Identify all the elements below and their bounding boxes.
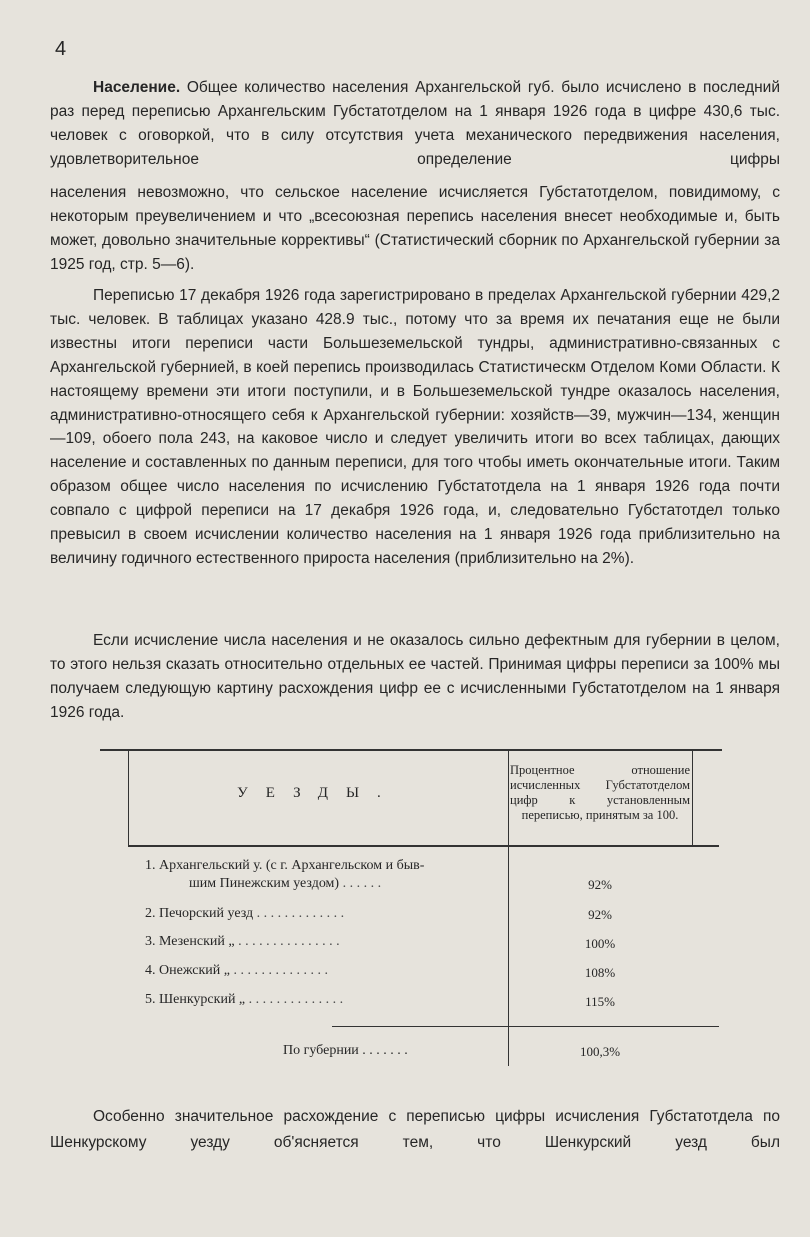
row-value: 92%: [588, 907, 612, 922]
total-row: По губернии . . . . . . .: [283, 1043, 408, 1058]
table-top-rule: [100, 749, 722, 751]
page-number: 4: [55, 38, 67, 60]
percent-table: [100, 749, 722, 1073]
row-value: 92%: [588, 877, 612, 892]
row-label: 1. Архангельский у. (с г. Архангельском и быв-: [145, 858, 425, 873]
row-value: 100%: [584, 936, 616, 951]
column-header-uezdy: УЕЗДЫ.: [237, 785, 399, 801]
table-row: 4. Онежский „ . . . . . . . . . . . . . .: [145, 963, 328, 978]
row-label-continued: шим Пинежским уездом) . . . . . .: [189, 876, 382, 891]
paragraph-shenkursk: Особенно значительное расхождение с переписью цифры исчисления Губстатотдела по Шенкурскому уезду об'ясняется тем, что Шенкурский уезд был: [50, 1108, 780, 1151]
total-label: По губернии: [283, 1043, 359, 1058]
column-header-percent: Процентное отношение исчисленных Губстатотделом цифр к установленным переписью, принятым за 100.: [510, 763, 690, 822]
paragraph-comparison: Если исчисление числа населения и не оказалось сильно дефектным для губернии в целом, то этого нельзя сказать относительно отдельных ее частей. Принимая цифры переписи за 100% мы получаем следующую картину расхождения цифр ее с исчисленными Губстатотделом на 1 января 1926 года.: [50, 632, 780, 721]
table-row: 3. Мезенский „ . . . . . . . . . . . . . . .: [145, 934, 340, 949]
table-total-rule: [332, 1026, 719, 1027]
paragraph-text: Общее количество населения Архангельской губ. было исчислено в последний раз перед переписью Архангельским Губстатотделом на 1 января 1926 года в цифре 430,6 тыс. человек с оговоркой, что в силу отсутствия учета механического передвижения населения, удовлетворительное определение цифры: [50, 79, 780, 168]
paragraph-population: [50, 76, 780, 172]
row-value: 108%: [584, 965, 616, 980]
table-header-rule: [128, 845, 719, 847]
row-label: 5. Шенкурский „: [145, 992, 246, 1007]
table-divider: [508, 751, 509, 1066]
section-heading: Население.: [93, 79, 181, 96]
row-label: 4. Онежский „: [145, 963, 230, 978]
table-divider: [692, 751, 693, 845]
total-value: 100,3%: [579, 1044, 621, 1059]
table-row: [145, 857, 506, 893]
table-row: 2. Печорский уезд . . . . . . . . . . . . .: [145, 906, 345, 921]
row-label: 2. Печорский уезд: [145, 906, 254, 921]
table-row: 5. Шенкурский „ . . . . . . . . . . . . . .: [145, 992, 344, 1007]
row-value: 115%: [585, 994, 615, 1009]
paragraph-census: Переписью 17 декабря 1926 года зарегистрировано в пределах Архангельской губернии 429,2 тыс. человек. В таблицах указано 428.9 тыс., потому что за время их печатания еще не были известны итоги переписи части Большеземельской тундры, административно-связанных с Архангельской губернией, в коей перепись производилась Статистическм Отделом Коми Области. К настоящему времени эти итоги поступили, и в Большеземельской тундре оказалось населения, административно-относящего себя к Архангельской губернии: хозяйств—39, мужчин—134, женщин—109, обоего пола 243, на каковое число и следует увеличить итоги во всех таблицах, дающих население и составленных по данным переписи, для того чтобы иметь окончательные итоги. Таким образом общее число населения по исчислению Губстатотдела на 1 января 1926 года почти совпало с цифрой переписи на 17 декабря 1926 года, и, следовательно Губстатотдел только превысил в своем исчислении количество населения на 1 января 1926 года приблизительно на величину годичного естественного прироста населения (приблизительно на 2%).: [50, 287, 780, 567]
row-label: 3. Мезенский „: [145, 934, 235, 949]
paragraph-continuation: населения невозможно, что сельское население исчисляется Губстатотделом, повидимому, с некоторым преувеличением и что „всесоюзная перепись населения внесет необходимые и, быть может, довольно значительные коррективы“ (Статистический сборник по Архангельской губернии за 1925 год, стр. 5—6).: [50, 184, 780, 273]
